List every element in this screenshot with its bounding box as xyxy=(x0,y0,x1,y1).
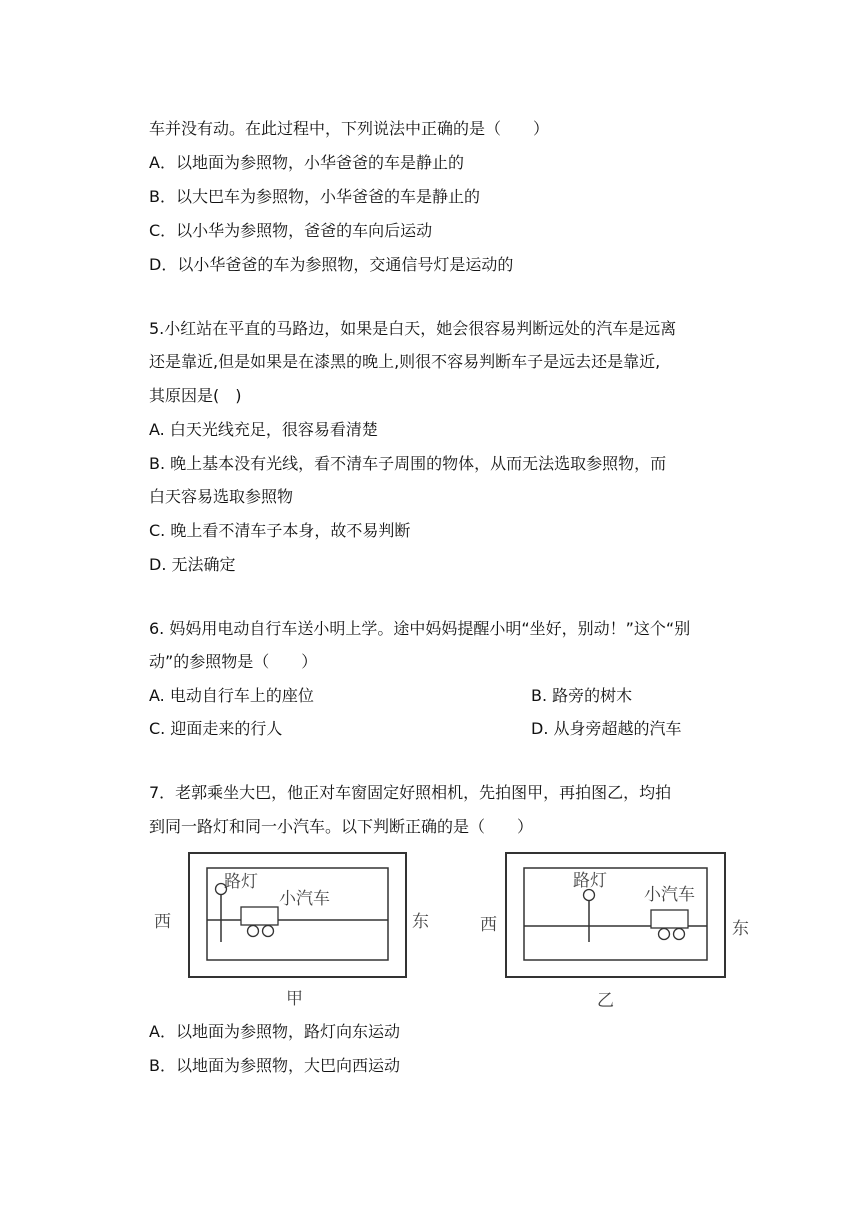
q6-option-d: D. 从身旁超越的汽车 xyxy=(531,719,682,738)
q5-stem-line1: 5.小红站在平直的马路边，如果是白天，她会很容易判断远处的汽车是远离 xyxy=(149,319,677,338)
photo-yi-car-label: 小汽车 xyxy=(644,885,695,905)
photo-yi-lamp-head xyxy=(584,890,595,901)
photo-jia-east-label: 东 xyxy=(412,912,429,932)
photo-yi-lamp-label: 路灯 xyxy=(573,871,607,891)
q4-option-a: A．以地面为参照物，小华爸爸的车是静止的 xyxy=(149,153,464,172)
photo-yi-car-wheel xyxy=(659,929,670,940)
photo-yi-car-body xyxy=(651,910,688,928)
photo-yi xyxy=(480,853,749,1011)
q4-option-c: C．以小华为参照物，爸爸的车向后运动 xyxy=(149,221,433,240)
q7-option-b: B．以地面为参照物，大巴向西运动 xyxy=(149,1056,400,1075)
photo-jia-car-body xyxy=(241,907,278,925)
q6-stem-line1: 6. 妈妈用电动自行车送小明上学。途中妈妈提醒小明“坐好，别动！”这个“别 xyxy=(149,619,691,638)
photo-yi-west-label: 西 xyxy=(480,915,497,935)
q4-option-b: B．以大巴车为参照物，小华爸爸的车是静止的 xyxy=(149,187,480,206)
photo-jia-car-wheel xyxy=(248,926,259,937)
q6-option-b: B. 路旁的树木 xyxy=(531,686,633,705)
q7-option-a: A．以地面为参照物，路灯向东运动 xyxy=(149,1022,400,1041)
q5-option-b-line2: 白天容易选取参照物 xyxy=(149,487,294,506)
photo-jia-car-wheel xyxy=(263,926,274,937)
photo-jia-car-label: 小汽车 xyxy=(279,889,330,909)
q4-stem-continuation: 车并没有动。在此过程中，下列说法中正确的是（ ） xyxy=(149,119,550,138)
q4-option-d: D．以小华爸爸的车为参照物，交通信号灯是运动的 xyxy=(149,255,514,274)
q5-option-a: A. 白天光线充足，很容易看清楚 xyxy=(149,420,378,439)
photo-yi-caption: 乙 xyxy=(597,991,614,1011)
q5-stem-line3: 其原因是( ) xyxy=(149,386,242,405)
q5-option-c: C. 晚上看不清车子本身，故不易判断 xyxy=(149,521,411,540)
q5-option-d: D. 无法确定 xyxy=(149,555,236,574)
photo-jia-west-label: 西 xyxy=(154,912,171,932)
q5-stem-line2: 还是靠近,但是如果是在漆黑的晚上,则很不容易判断车子是远去还是靠近, xyxy=(149,352,661,371)
photo-jia xyxy=(154,853,429,1009)
q7-stem-line1: 7．老郭乘坐大巴，他正对车窗固定好照相机，先拍图甲，再拍图乙，均拍 xyxy=(149,783,672,802)
q5-option-b-line1: B. 晚上基本没有光线，看不清车子周围的物体，从而无法选取参照物，而 xyxy=(149,454,667,473)
q6-option-c: C. 迎面走来的行人 xyxy=(149,719,283,738)
photo-yi-car-wheel xyxy=(674,929,685,940)
photo-jia-caption: 甲 xyxy=(286,989,303,1009)
q6-stem-line2: 动”的参照物是（ ） xyxy=(149,652,318,671)
q7-stem-line2: 到同一路灯和同一小汽车。以下判断正确的是（ ） xyxy=(149,817,534,836)
photo-yi-east-label: 东 xyxy=(732,919,749,939)
photo-jia-lamp-label: 路灯 xyxy=(224,872,258,892)
q6-option-a: A. 电动自行车上的座位 xyxy=(149,686,314,705)
photo-yi-outer-frame xyxy=(506,853,725,977)
